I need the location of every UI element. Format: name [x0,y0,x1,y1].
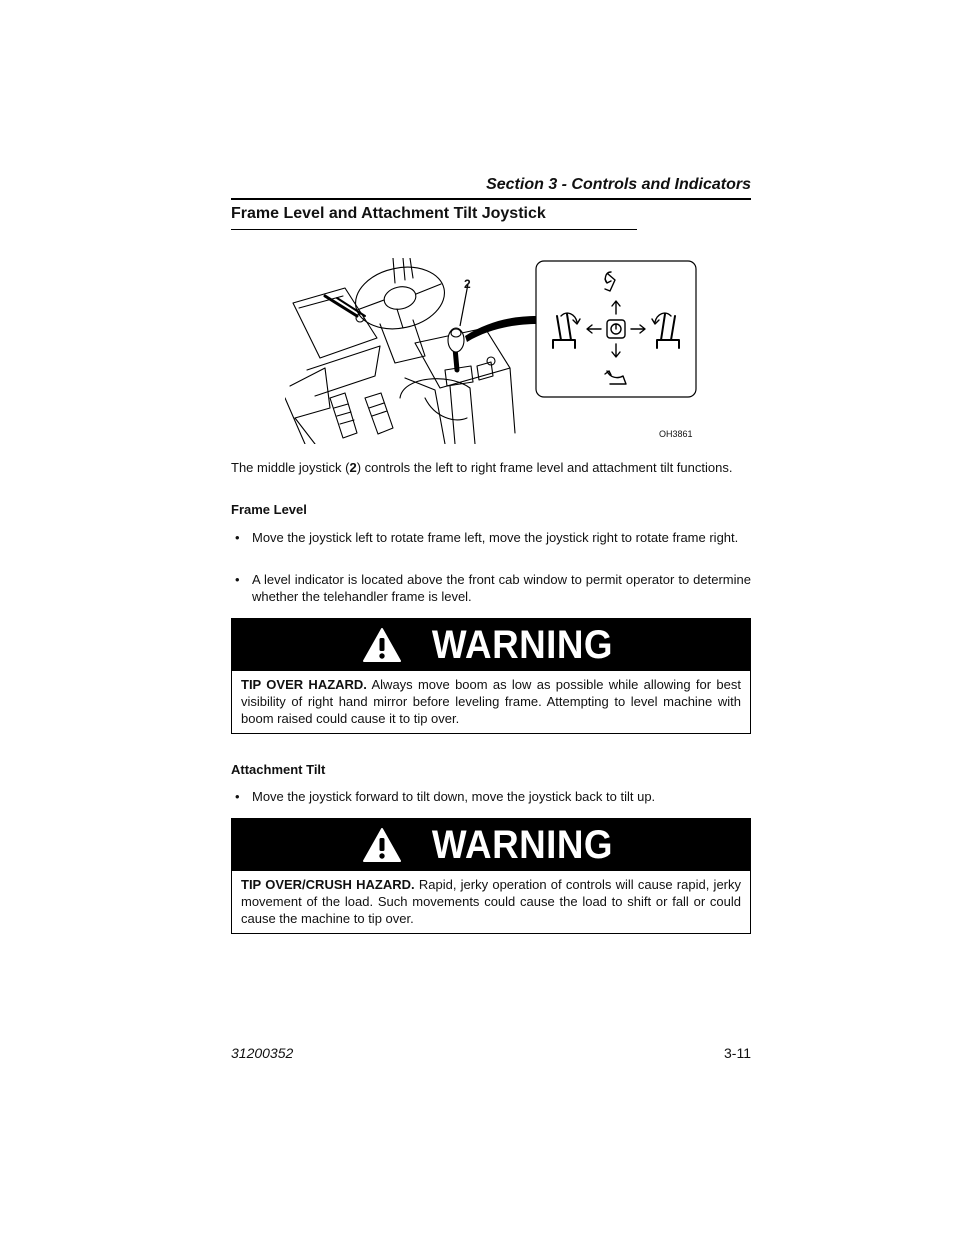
warning-box-tip-over [231,618,751,734]
warning-message: Always move boom as low as possible while allowing for best visibility of right hand mirror before leveling frame. Attempting to level machine with boom raised could cause it to tip over. [241,677,741,726]
warning-triangle-icon [362,827,402,863]
attachment-tilt-bullet-1 [231,788,751,805]
figure-code: OH3861 [659,429,693,439]
attachment-tilt-heading: Attachment Tilt [231,762,326,777]
document-number: 31200352 [231,1045,294,1061]
frame-level-heading: Frame Level [231,502,307,517]
warning-triangle-icon [362,627,402,663]
bullet-text: Move the joystick left to rotate frame left, move the joystick right to rotate frame right. [252,530,739,545]
pedal-left [330,393,357,438]
bullet-symbol: • [235,530,240,545]
frame-level-bullet-2 [231,571,751,605]
warning-banner [232,819,750,871]
warning-banner [232,619,750,671]
joystick-figure [285,258,700,444]
warning-title: WARNING [431,822,613,867]
section-header: Section 3 - Controls and Indicators [231,176,751,200]
warning-box-crush [231,818,751,934]
page-number: 3-11 [724,1045,751,1061]
bullet-text: A level indicator is located above the front cab window to permit operator to determine whether the telehandler frame is level. [252,572,751,604]
intro-callout-number: 2 [349,460,357,475]
warning-text [232,671,750,733]
bullet-symbol: • [235,572,240,587]
frame-level-bullet-1 [231,529,751,546]
steering-wheel-icon [350,259,451,336]
intro-text-post: ) controls the left to right frame level and attachment tilt functions. [356,460,733,475]
joystick-icon [448,328,464,352]
warning-text [232,871,750,933]
intro-paragraph [231,459,751,476]
warning-lead: TIP OVER HAZARD. [241,677,367,692]
page-title: Frame Level and Attachment Tilt Joystick [231,205,637,230]
intro-text-pre: The middle joystick ( [231,460,350,475]
cab-illustration [285,258,700,444]
warning-message: Rapid, jerky operation of controls will cause rapid, jerky movement of the load. Such movements could cause the load to shift or fall or could cause the machine to tip over. [241,877,741,926]
bullet-symbol: • [235,789,240,804]
bullet-text: Move the joystick forward to tilt down, move the joystick back to tilt up. [252,789,656,804]
figure-callout-number: 2 [464,277,471,291]
warning-lead: TIP OVER/CRUSH HAZARD. [241,877,415,892]
warning-title: WARNING [431,622,613,667]
